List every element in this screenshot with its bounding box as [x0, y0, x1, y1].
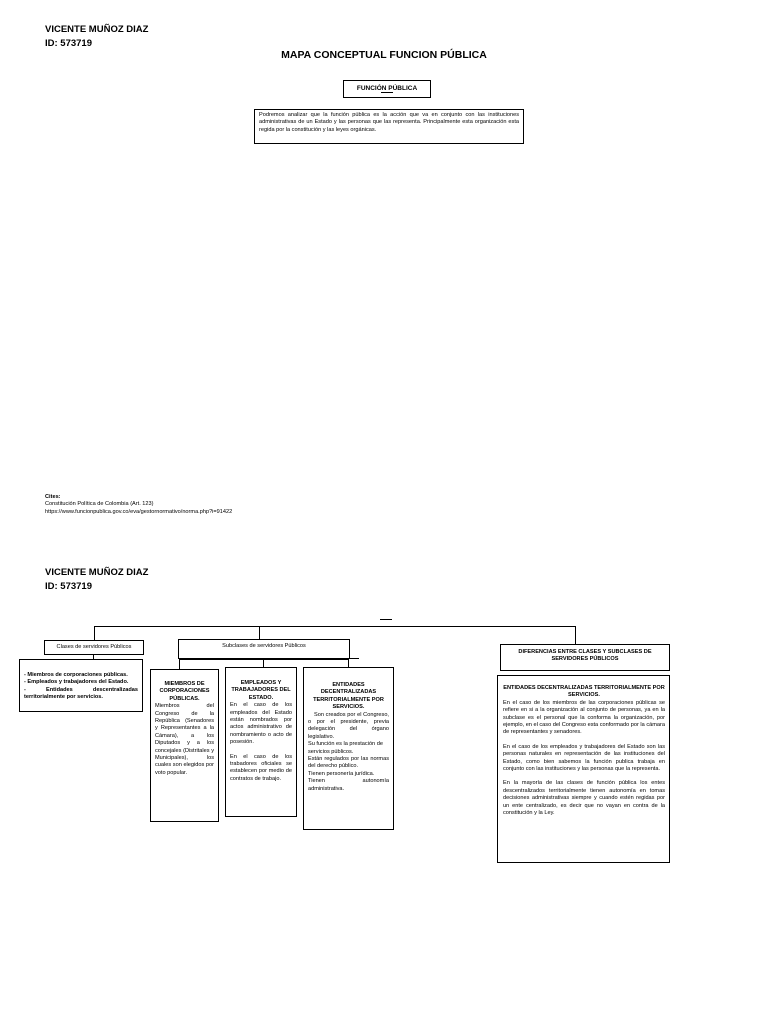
- connector: [259, 626, 260, 639]
- list-item: - Entidades descentralizadas territorialmente por servicios.: [24, 686, 138, 701]
- miembros-body: Miembros del Congreso de la República (Senadores y Representantes a la Cámara), a los Diputados y a los concejales (Distritales y Municipales), los cuales son elegidos por voto popular.: [155, 703, 214, 776]
- page2-author: [45, 566, 148, 594]
- author-id: ID: 573719: [45, 38, 93, 49]
- connector: [575, 626, 576, 645]
- diferencias-node: [500, 644, 670, 671]
- definition-text: Podremos analizar que la función pública es la acción que va en conjunto con las instituciones administrativas de un Estado y las personas que las representa. Principalmente esta organización esta regida por la constitución y las leyes orgánicas.: [259, 112, 519, 133]
- clases-node: [44, 640, 144, 655]
- entidades-body-5: Tienen autonomía administrativa.: [308, 778, 389, 792]
- diferencias-para-1: En el caso de los miembros de las corporaciones públicas se refiere en si a la organización al conjunto de personas, ya en la subclase es el personal que la conforma la organización, por ejemplo, en el caso del Congreso esta conformado por la cámara de representantes y senadores.: [503, 699, 665, 736]
- entidades-body-1: Son creados por el Congreso, o por el presidente, previa delegación del órgano legislativo.: [308, 711, 389, 740]
- clases-list: [19, 659, 143, 712]
- central-node-label: FUNCIÓN PÚBLICA: [356, 85, 418, 92]
- diferencias-box: [497, 675, 670, 863]
- page-title: MAPA CONCEPTUAL FUNCION PÚBLICA: [281, 49, 487, 61]
- connector: [94, 626, 576, 627]
- entidades-title: ENTIDADES DECENTRALIZADAS TERRITORIALMENTE POR SERVICIOS.: [313, 682, 384, 711]
- miembros-box: [150, 669, 219, 822]
- diferencias-label: DIFERENCIAS ENTRE CLASES Y SUBCLASES DE SERVIDORES PÚBLICOS: [518, 649, 652, 663]
- empleados-body-1: En el caso de los empleados del Estado están nombrados por actos administrativo de nombramiento o acto de posesión.: [230, 702, 292, 746]
- diferencias-title: ENTIDADES DECENTRALIZADAS TERRITORIALMENTE POR SERVICIOS.: [503, 685, 665, 699]
- entidades-body-3: Están regulados por las normas del derecho público.: [308, 756, 389, 770]
- list-item: - Empleados y trabajadores del Estado.: [24, 679, 129, 686]
- cite-2: https://www.funcionpublica.gov.co/eva/gestornormativo/norma.php?i=91422: [45, 508, 233, 515]
- definition-box: [254, 109, 524, 144]
- entidades-box: [303, 667, 394, 830]
- subclases-node: [178, 639, 350, 659]
- cites-label: Cites:: [45, 494, 61, 500]
- page1-author: [45, 23, 148, 51]
- connector: [179, 659, 180, 669]
- cite-1: Constitución Política de Colombia (Art. 123): [45, 501, 154, 508]
- subclases-label: Subclases de servidores Públicos: [222, 643, 306, 649]
- miembros-title: MIEMBROS DE CORPORACIONES PÚBLICAS.: [159, 681, 210, 702]
- empleados-title: EMPLEADOS Y TRABAJADORES DEL ESTADO.: [231, 680, 291, 701]
- diferencias-para-3: En la mayoría de las clases de función pública los entes descentralizados territorialmente tienen autonomía en tomas decisiones administrativas siempre y cuando estén regidas por un ente centralizado, es decir que no vayan en contra de la constitución y la Ley.: [503, 780, 665, 817]
- list-item: - Miembros de corporaciones públicas.: [24, 672, 128, 678]
- empleados-box: [225, 667, 297, 817]
- connector: [179, 659, 349, 660]
- connector: [380, 619, 392, 620]
- entidades-body-4: Tienen personería jurídica.: [308, 770, 375, 777]
- empleados-body-2: En el caso de los trabadores oficiales se establecen por medio de contratos de trabajo.: [230, 753, 292, 782]
- central-node: [343, 80, 431, 98]
- connector: [381, 92, 393, 93]
- diferencias-para-2: En el caso de los empleados y trabajadores del Estado son las personas naturales en representación de las instituciones del Estado, como bien sabemos la función publica trabaja en conjunto con las instituciones y las personas que la representa.: [503, 743, 665, 773]
- entidades-body-2: Su función es la prestación de servicios públicos.: [308, 741, 383, 755]
- author-name: VICENTE MUÑOZ DIAZ: [45, 567, 149, 578]
- citations: [45, 494, 345, 516]
- author-id: ID: 573719: [45, 581, 93, 592]
- author-name: VICENTE MUÑOZ DIAZ: [45, 24, 149, 35]
- connector: [94, 626, 95, 641]
- clases-label: Clases de servidores Públicos: [56, 644, 132, 650]
